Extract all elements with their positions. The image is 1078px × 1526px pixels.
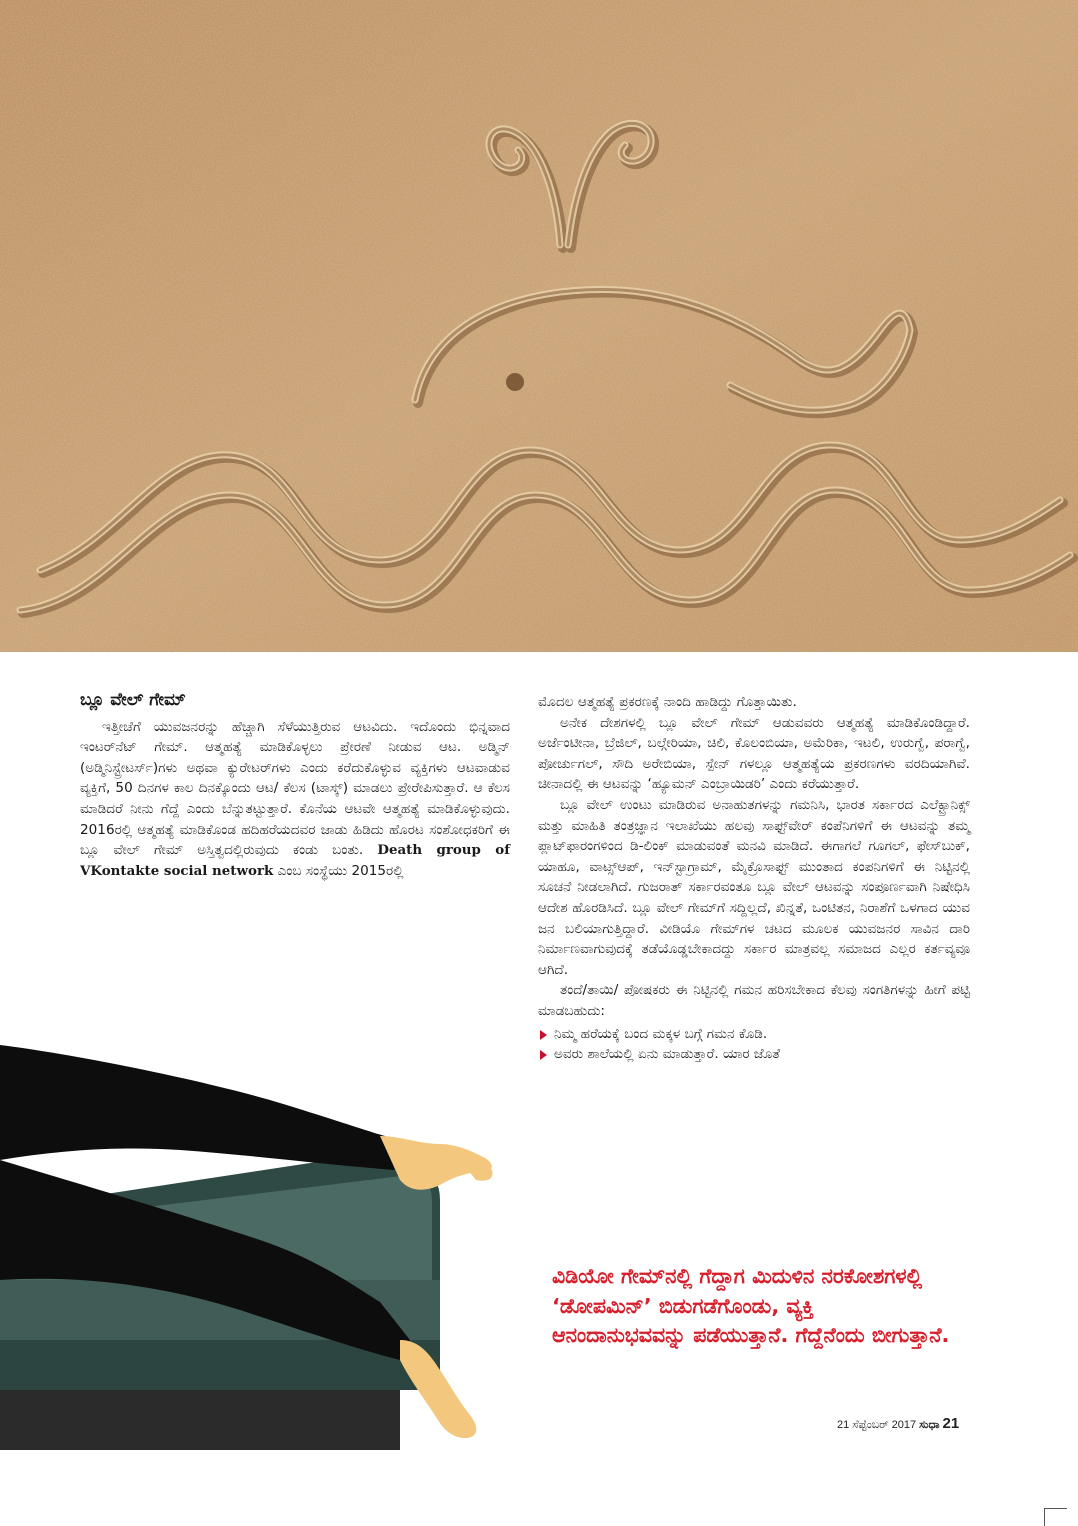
parents-paragraph: ತಂದೆ/ತಾಯಿ/ ಪೋಷಕರು ಈ ನಿಟ್ಟಿನಲ್ಲಿ ಗಮನ ಹರಿಸಬೇಕಾದ ಕೆಲವು ಸಂಗತಿಗಳನ್ನು ಹೀಗೆ ಪಟ್ಟಿ ಮಾಡಬಹುದು:: [538, 982, 970, 1019]
issue-date: 21 ಸೆಪ್ಟೆಂಬರ್ 2017: [837, 1419, 917, 1431]
intro-tail: ಎಂಬ ಸಂಸ್ಥೆಯು 2015ರಲ್ಲಿ: [277, 862, 404, 879]
intro-bold-english: Death group of VKontakte social network: [80, 842, 510, 879]
right-intro-line: ಮೊದಲ ಆತ್ಮಹತ್ಯೆ ಪ್ರಕರಣಕ್ಕೆ ನಾಂದಿ ಹಾಡಿದ್ದು ಗೊತ್ತಾಯಿತು.: [538, 694, 797, 710]
page-number: 21: [942, 1415, 960, 1432]
hero-sand-whale-image: [0, 0, 1078, 652]
page-folio: [837, 1415, 959, 1432]
article-headline: ಬ್ಲೂ ವೇಲ್ ಗೇಮ್: [80, 690, 186, 710]
list-item: [538, 1044, 970, 1065]
list-item-text: ನಿಮ್ಮ ಹರೆಯಕ್ಕೆ ಬಂದ ಮಕ್ಕಳ ಬಗ್ಗೆ ಗಮನ ಕೊಡಿ.: [554, 1025, 768, 1042]
article-left-column: [80, 690, 510, 881]
intro-text: ಇತ್ತೀಚೆಗೆ ಯುವಜನರನ್ನು ಹೆಚ್ಚಾಗಿ ಸೆಳೆಯುತ್ತಿರುವ ಆಟವಿದು. ಇದೊಂದು ಭಿನ್ನವಾದ ಇಂಟರ್‌ನೆಟ್ ಗೇಮ್. ಆತ್ಮಹತ್ಯೆ ಮಾಡಿಕೊಳ್ಳಲು ಪ್ರೇರಣೆ ನೀಡುವ ಆಟ. ಅಡ್ಮಿನ್ (ಅಡ್ಮಿನಿಸ್ಟ್ರೇಟರ್ಸ್)ಗಳು ಅಥವಾ ಕ್ಯುರೇಟರ್‌ಗಳು ಎಂದು ಕರೆದುಕೊಳ್ಳುವ ವ್ಯಕ್ತಿಗಳು ಆಟವಾಡುವ ವ್ಯಕ್ತಿಗೆ, 50 ದಿನಗಳ ಕಾಲ ದಿನಕ್ಕೊಂದು ಆಟ/ ಕೆಲಸ (ಟಾಸ್ಕ್) ಮಾಡಲು ಪ್ರೇರೇಪಿಸುತ್ತಾರೆ. ಆ ಕೆಲಸ ಮಾಡಿದರೆ ನೀನು ಗೆದ್ದೆ ಎಂದು ಬೆನ್ನುತಟ್ಟುತ್ತಾರೆ. ಕೊನೆಯ ಆಟವೇ ಆತ್ಮಹತ್ಯೆ ಮಾಡಿಕೊಳ್ಳುವುದು. 2016ರಲ್ಲಿ ಆತ್ಮಹತ್ಯೆ ಮಾಡಿಕೊಂಡ ಹದಿಹರೆಯದವರ ಜಾಡು ಹಿಡಿದು ಹೊರಟ ಸಂಶೋಧಕರಿಗೆ ಈ ಬ್ಲೂ ವೇಲ್ ಗೇಮ್ ಅಸ್ತಿತ್ವದಲ್ಲಿರುವುದು ಕಂಡು ಬಂತು.: [80, 718, 510, 859]
pull-quote: ವಿಡಿಯೋ ಗೇಮ್‌ನಲ್ಲಿ ಗೆದ್ದಾಗ ಮಿದುಳಿನ ನರಕೋಶಗಳಲ್ಲಿ ‘ಡೋಪಮಿನ್’ ಬಿಡುಗಡೆಗೊಂಡು, ವ್ಯಕ್ತಿ ಆನಂದಾನುಭವವನ್ನು ಪಡೆಯುತ್ತಾನೆ. ಗೆದ್ದೆನೆಂದು ಬೀಗುತ್ತಾನೆ.: [552, 1264, 950, 1347]
countries-paragraph: ಅನೇಕ ದೇಶಗಳಲ್ಲಿ ಬ್ಲೂ ವೇಲ್ ಗೇಮ್ ಆಡುವವರು ಆತ್ಮಹತ್ಯೆ ಮಾಡಿಕೊಂಡಿದ್ದಾರೆ. ಅರ್ಜೆಂಟೀನಾ, ಬ್ರೆಜಿಲ್, ಬಲ್ಗೇರಿಯಾ, ಚಿಲಿ, ಕೊಲಂಬಿಯಾ, ಅಮೆರಿಕಾ, ಇಟಲಿ, ಉರುಗ್ವೆ, ಪರಾಗ್ವೆ, ಪೋರ್ಚುಗಲ್, ಸೌದಿ ಅರೇಬಿಯಾ, ಸ್ಪೇನ್ ಗಳಲ್ಲೂ ಆತ್ಮಹತ್ಯೆಯ ಪ್ರಕರಣಗಳು ವರದಿಯಾಗಿವೆ. ಚೀನಾದಲ್ಲಿ ಈ ಆಟವನ್ನು ‘ಹ್ಯೂಮನ್ ಎಂಬ್ರಾಯಿಡರಿ’ ಎಂದು ಕರೆಯುತ್ತಾರೆ.: [538, 714, 970, 793]
list-item: [538, 1024, 970, 1045]
government-paragraph: ಬ್ಲೂ ವೇಲ್ ಉಂಟು ಮಾಡಿರುವ ಅನಾಹುತಗಳನ್ನು ಗಮನಿಸಿ, ಭಾರತ ಸರ್ಕಾರದ ಎಲೆಕ್ಟ್ರಾನಿಕ್ಸ್ ಮತ್ತು ಮಾಹಿತಿ ತಂತ್ರಜ್ಞಾನ ಇಲಾಖೆಯು ಹಲವು ಸಾಫ್ಟ್‌ವೇರ್ ಕಂಪೆನಿಗಳಿಗೆ ಈ ಆಟವನ್ನು ತಮ್ಮ ಪ್ಲಾಟ್‌ಫಾರಂಗಳಿಂದ ಡಿ-ಲಿಂಕ್ ಮಾಡುವಂತೆ ಮನವಿ ಮಾಡಿದೆ. ಈಗಾಗಲೆ ಗೂಗಲ್, ಫೇಸ್‌ಬುಕ್, ಯಾಹೂ, ವಾಟ್ಸ್ಆಪ್, ಇನ್‌ಸ್ಟಾಗ್ರಾಮ್, ಮೈಕ್ರೊಸಾಫ್ಟ್ ಮುಂತಾದ ಕಂಪನಿಗಳಿಗೆ ಈ ನಿಟ್ಟಿನಲ್ಲಿ ಸೂಚನೆ ನೀಡಲಾಗಿದೆ. ಗುಜರಾತ್ ಸರ್ಕಾರವಂತೂ ಬ್ಲೂ ವೇಲ್ ಆಟವನ್ನು ಸಂಪೂರ್ಣವಾಗಿ ನಿಷೇಧಿಸಿ ಆದೇಶ ಹೊರಡಿಸಿದೆ. ಬ್ಲೂ ವೇಲ್ ಗೇಮ್‌ಗೆ ಸದ್ದಿಲ್ಲದೆ, ಖಿನ್ನತೆ, ಒಂಟಿತನ, ನಿರಾಶೆಗೆ ಒಳಗಾದ ಯುವ ಜನ ಬಲಿಯಾಗುತ್ತಿದ್ದಾರೆ. ವೀಡಿಯೊ ಗೇಮ್‌ಗಳ ಚಟದ ಮೂಲಕ ಯುವಜನರ ಸಾವಿನ ದಾರಿ ನಿರ್ಮಾಣವಾಗುವುದಕ್ಕೆ ತಡೆಯೊಡ್ಡಬೇಕಾದದ್ದು ಸರ್ಕಾರ ಮಾತ್ರವಲ್ಲ ಸಮಾಜದ ಎಲ್ಲರ ಕರ್ತವ್ಯವೂ ಆಗಿದೆ.: [538, 796, 970, 978]
list-item-text: ಅವರು ಶಾಲೆಯಲ್ಲಿ ಏನು ಮಾಡುತ್ತಾರೆ. ಯಾರ ಜೊತೆ: [554, 1046, 781, 1063]
article-right-column: [538, 692, 970, 1065]
crop-mark: [1044, 1508, 1067, 1526]
article-intro-paragraph: [80, 717, 510, 882]
bullet-triangle-icon: [540, 1030, 547, 1040]
person-on-sofa-illustration: [0, 1040, 500, 1490]
advice-list: [538, 1024, 970, 1065]
magazine-name: ಸುಧಾ: [919, 1419, 940, 1431]
bullet-triangle-icon: [540, 1050, 547, 1060]
